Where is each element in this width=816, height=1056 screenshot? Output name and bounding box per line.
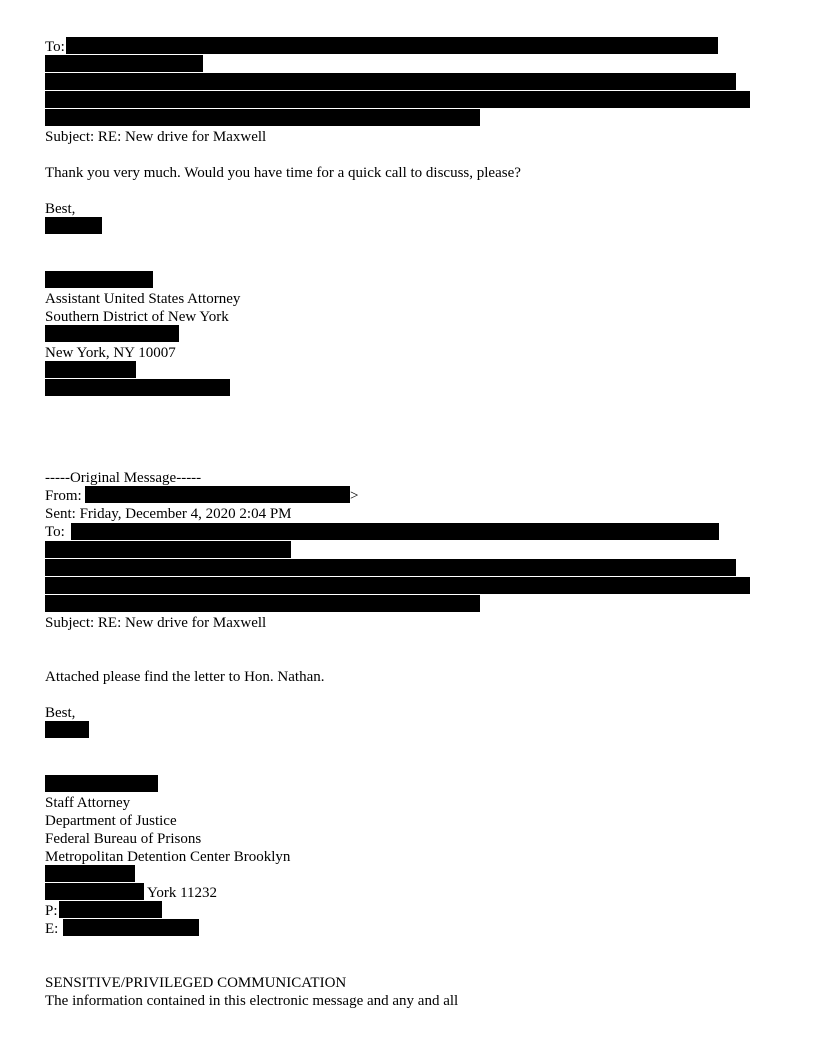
original-closing: Best, [45,705,76,721]
original-signature-facility: Metropolitan Detention Center Brooklyn [45,849,291,865]
redaction-block [45,325,179,342]
redaction-block [45,541,291,558]
redaction-block [71,523,719,540]
original-from-suffix: > [350,488,359,504]
original-sent: Sent: Friday, December 4, 2020 2:04 PM [45,506,292,522]
reply-subject: Subject: RE: New drive for Maxwell [45,129,267,145]
reply-body: Thank you very much. Would you have time for a quick call to discuss, please? [45,165,521,181]
redaction-block [45,379,230,396]
redaction-block [45,721,89,738]
redaction-block [59,901,162,918]
original-signature-department: Department of Justice [45,813,177,829]
redaction-block [45,217,102,234]
redaction-block [45,865,135,882]
redaction-block [63,919,199,936]
redaction-block [45,595,480,612]
reply-signature-city: New York, NY 10007 [45,345,176,361]
original-from-label: From: [45,488,82,504]
redaction-block [85,486,350,503]
reply-closing: Best, [45,201,76,217]
redaction-block [45,271,153,288]
original-phone-label: P: [45,903,58,919]
original-to-label: To: [45,524,65,540]
redaction-block [45,73,736,90]
original-email-label: E: [45,921,59,937]
footer-heading: SENSITIVE/PRIVILEGED COMMUNICATION [45,975,347,991]
original-signature-bureau: Federal Bureau of Prisons [45,831,202,847]
footer-text: The information contained in this electronic message and any and all [45,993,459,1009]
original-body: Attached please find the letter to Hon. Nathan. [45,669,325,685]
reply-signature-office: Southern District of New York [45,309,229,325]
reply-signature-title: Assistant United States Attorney [45,291,241,307]
original-subject: Subject: RE: New drive for Maxwell [45,615,267,631]
original-signature-title: Staff Attorney [45,795,131,811]
original-signature-city: York 11232 [147,885,218,901]
redaction-block [45,361,136,378]
original-message-header: -----Original Message----- [45,470,202,486]
redaction-block [45,883,144,900]
redaction-block [45,91,750,108]
redaction-block [45,775,158,792]
redaction-block [45,559,736,576]
redaction-block [45,55,203,72]
redaction-block [45,577,750,594]
reply-to-label: To: [45,39,65,55]
redaction-block [45,109,480,126]
redaction-block [66,37,718,54]
